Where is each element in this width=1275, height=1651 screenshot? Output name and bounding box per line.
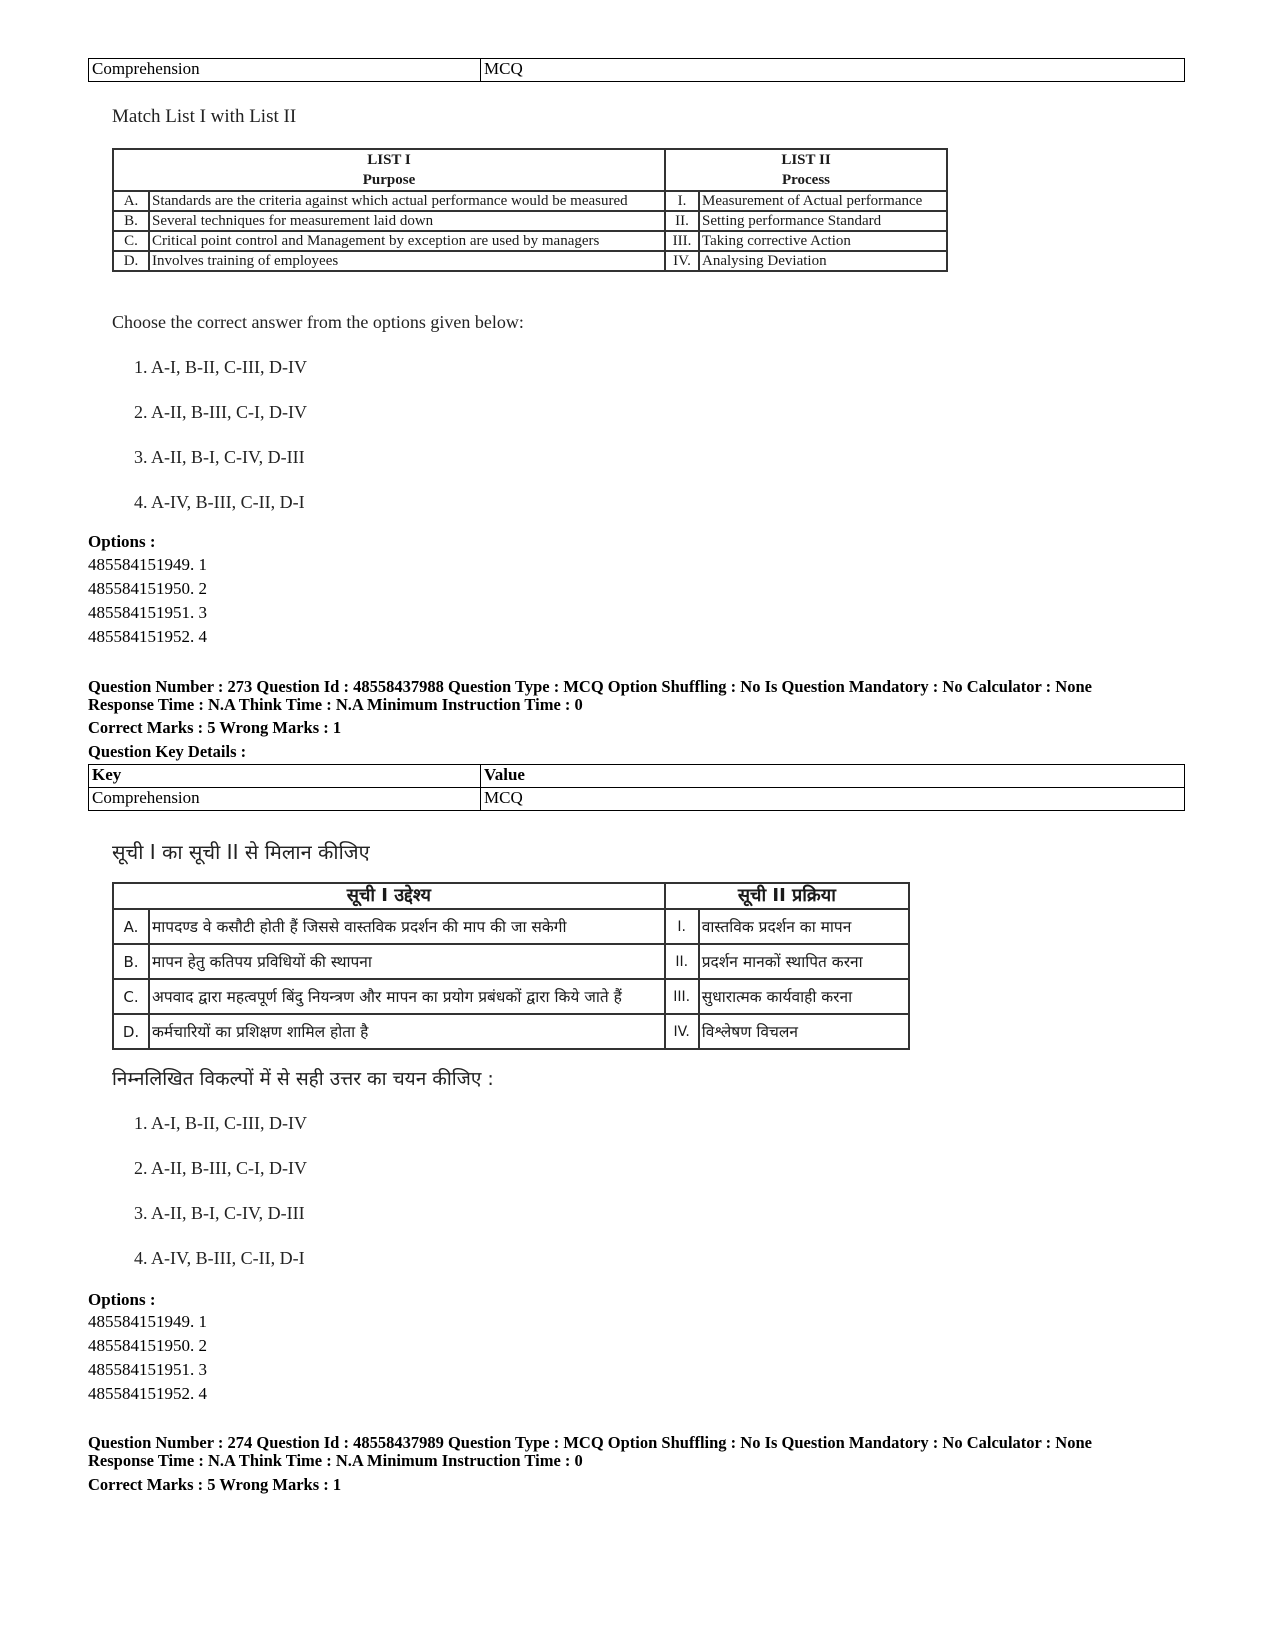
- match-table-english: [112, 148, 948, 272]
- answer-list-hindi: [134, 1111, 307, 1291]
- row-label: D.: [113, 251, 149, 271]
- list1-subtitle: Purpose: [362, 172, 416, 188]
- row-label: IV.: [665, 1014, 699, 1049]
- option-item: 485584151949. 1: [88, 555, 207, 574]
- match-table-hindi: [112, 882, 910, 1050]
- list1-header: [113, 149, 665, 191]
- question-meta-274: Question Number : 274 Question Id : 48558437989 Question Type : MCQ Option Shuffling : No Is Question Mandatory : No Calculator : None: [88, 1433, 1092, 1452]
- question-meta-273: Question Number : 273 Question Id : 48558437988 Question Type : MCQ Option Shuffling : No Is Question Mandatory : No Calculator : None: [88, 677, 1092, 696]
- options-list: [88, 553, 207, 649]
- list2-item: सुधारात्मक कार्यवाही करना: [699, 979, 909, 1014]
- list2-item: विश्लेषण विचलन: [699, 1014, 909, 1049]
- table-header-row: [89, 765, 1185, 788]
- answer-choice: 2. A-II, B-III, C-I, D-IV: [134, 402, 307, 422]
- table-row: [89, 59, 1185, 82]
- row-label: C.: [113, 979, 149, 1014]
- marks-273: Correct Marks : 5 Wrong Marks : 1: [88, 718, 342, 737]
- option-item: 485584151951. 3: [88, 603, 207, 622]
- row-label: IV.: [665, 251, 699, 271]
- table-row: [113, 251, 947, 271]
- answer-choice: 1. A-I, B-II, C-III, D-IV: [134, 357, 307, 377]
- list2-item: Setting performance Standard: [699, 211, 947, 231]
- list1-item: Critical point control and Management by exception are used by managers: [149, 231, 665, 251]
- answer-choice: 1. A-I, B-II, C-III, D-IV: [134, 1113, 307, 1133]
- option-item: 485584151951. 3: [88, 1360, 207, 1379]
- table-row: [113, 944, 909, 979]
- key-details-label-273: Question Key Details :: [88, 742, 247, 761]
- option-item: 485584151952. 4: [88, 627, 207, 646]
- key-details-table-273: [88, 764, 1185, 811]
- table-row: [113, 231, 947, 251]
- list1-item: Several techniques for measurement laid down: [149, 211, 665, 231]
- options-list: [88, 1310, 207, 1406]
- options-label: Options :: [88, 532, 156, 551]
- row-label: D.: [113, 1014, 149, 1049]
- options-label: Options :: [88, 1290, 156, 1309]
- table-row: [113, 1014, 909, 1049]
- answer-choice: 4. A-IV, B-III, C-II, D-I: [134, 492, 305, 512]
- row-label: B.: [113, 944, 149, 979]
- value-header: Value: [481, 765, 1185, 788]
- choose-instruction: Choose the correct answer from the options given below:: [112, 312, 524, 332]
- row-label: C.: [113, 231, 149, 251]
- question-instruction-hindi: सूची I का सूची II से मिलान कीजिए: [112, 840, 370, 864]
- key-cell: Comprehension: [89, 59, 481, 82]
- row-label: A.: [113, 909, 149, 944]
- question-instruction: Match List I with List II: [112, 106, 297, 127]
- list2-item: Taking corrective Action: [699, 231, 947, 251]
- answer-choice: 3. A-II, B-I, C-IV, D-III: [134, 1203, 305, 1223]
- list2-header: [665, 149, 947, 191]
- answer-list-english: [134, 355, 307, 535]
- option-item: 485584151952. 4: [88, 1384, 207, 1403]
- row-label: B.: [113, 211, 149, 231]
- key-header: Key: [89, 765, 481, 788]
- response-time-273: Response Time : N.A Think Time : N.A Minimum Instruction Time : 0: [88, 695, 583, 714]
- list1-item: मापदण्ड वे कसौटी होती हैं जिससे वास्तविक प्रदर्शन की माप की जा सकेगी: [149, 909, 665, 944]
- list1-header: सूची I उद्देश्य: [113, 883, 665, 909]
- row-label: III.: [665, 231, 699, 251]
- option-item: 485584151950. 2: [88, 1336, 207, 1355]
- marks-274: Correct Marks : 5 Wrong Marks : 1: [88, 1475, 342, 1494]
- list2-item: Analysing Deviation: [699, 251, 947, 271]
- table-row: [113, 909, 909, 944]
- option-item: 485584151950. 2: [88, 579, 207, 598]
- list2-subtitle: Process: [781, 172, 831, 188]
- table-row: [113, 191, 947, 211]
- row-label: II.: [665, 211, 699, 231]
- answer-choice: 3. A-II, B-I, C-IV, D-III: [134, 447, 305, 467]
- row-label: II.: [665, 944, 699, 979]
- response-time-274: Response Time : N.A Think Time : N.A Minimum Instruction Time : 0: [88, 1451, 583, 1470]
- list1-item: अपवाद द्वारा महत्वपूर्ण बिंदु नियन्त्रण और मापन का प्रयोग प्रबंधकों द्वारा किये जाते हैं: [149, 979, 665, 1014]
- list2-title: LIST II: [781, 152, 831, 168]
- row-label: A.: [113, 191, 149, 211]
- row-label: I.: [665, 909, 699, 944]
- answer-choice: 4. A-IV, B-III, C-II, D-I: [134, 1248, 305, 1268]
- list2-item: प्रदर्शन मानकों स्थापित करना: [699, 944, 909, 979]
- value-cell: MCQ: [481, 59, 1185, 82]
- list1-item: कर्मचारियों का प्रशिक्षण शामिल होता है: [149, 1014, 665, 1049]
- list2-header: सूची II प्रक्रिया: [665, 883, 909, 909]
- option-item: 485584151949. 1: [88, 1312, 207, 1331]
- key-details-table-top: [88, 58, 1185, 82]
- list1-title: LIST I: [367, 152, 411, 168]
- table-row: [89, 788, 1185, 811]
- table-row: [113, 979, 909, 1014]
- table-row: [113, 211, 947, 231]
- answer-choice: 2. A-II, B-III, C-I, D-IV: [134, 1158, 307, 1178]
- key-cell: Comprehension: [89, 788, 481, 811]
- list1-item: Standards are the criteria against which actual performance would be measured: [149, 191, 665, 211]
- value-cell: MCQ: [481, 788, 1185, 811]
- row-label: I.: [665, 191, 699, 211]
- choose-instruction-hindi: निम्नलिखित विकल्पों में से सही उत्तर का चयन कीजिए :: [112, 1068, 494, 1090]
- list1-item: मापन हेतु कतिपय प्रविधियों की स्थापना: [149, 944, 665, 979]
- list1-item: Involves training of employees: [149, 251, 665, 271]
- list2-item: वास्तविक प्रदर्शन का मापन: [699, 909, 909, 944]
- row-label: III.: [665, 979, 699, 1014]
- list2-item: Measurement of Actual performance: [699, 191, 947, 211]
